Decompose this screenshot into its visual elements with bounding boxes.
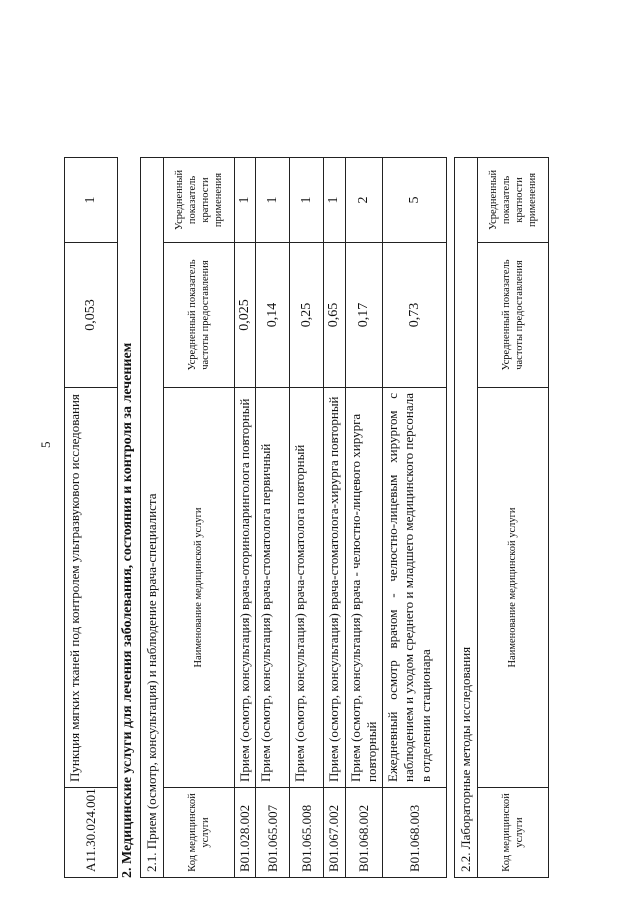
service-code: B01.028.002 (235, 788, 256, 878)
service-code: A11.30.024.001 (65, 788, 118, 878)
service-code: B01.065.008 (290, 788, 324, 878)
service-code: B01.068.003 (383, 788, 447, 878)
service-name: Ежедневный осмотр врачом - челюстно-лицевым хирургом с наблюдением и уходом среднего и младшего медицинского персонала в отделении стационара (383, 388, 447, 788)
frequency-value: 0,25 (290, 243, 324, 388)
frequency-value: 0,73 (383, 243, 447, 388)
table-row (290, 157, 324, 877)
multiplicity-value: 1 (290, 157, 324, 242)
multiplicity-value: 1 (256, 157, 290, 242)
column-header-multiplicity: Усредненный показатель кратности применения (164, 157, 235, 242)
service-name: Прием (осмотр, консультация) врача-оториноларинголога повторный (235, 388, 256, 788)
service-name: Прием (осмотр, консультация) врача-стоматолога повторный (290, 388, 324, 788)
multiplicity-value: 1 (65, 158, 118, 243)
frequency-value: 0,053 (65, 243, 118, 388)
page-number: 5 (38, 441, 53, 448)
multiplicity-value: 2 (345, 157, 383, 242)
table-row (383, 157, 447, 877)
subsection-title-row (141, 157, 164, 877)
multiplicity-value: 1 (324, 157, 345, 242)
multiplicity-value: 1 (235, 157, 256, 242)
column-header-code: Код медицинской услуги (478, 788, 549, 878)
service-name: Прием (осмотр, консультация) врача-стоматолога первичный (256, 388, 290, 788)
frequency-value: 0,14 (256, 243, 290, 388)
table-row (65, 158, 118, 878)
table-row (235, 157, 256, 877)
column-header-frequency: Усредненный показатель частоты предоставления (164, 243, 235, 388)
subsection-title: 2.1. Прием (осмотр, консультация) и наблюдение врача-специалиста (141, 157, 164, 877)
subsection-title-row (455, 157, 478, 877)
frequency-value: 0,65 (324, 243, 345, 388)
column-header-frequency: Усредненный показатель частоты предоставления (478, 243, 549, 388)
table-row (256, 157, 290, 877)
document-sheet (64, 62, 624, 878)
column-header-multiplicity: Усредненный показатель кратности применения (478, 157, 549, 242)
service-name: Прием (осмотр, консультация) врача-стоматолога-хирурга повторный (324, 388, 345, 788)
frequency-value: 0,17 (345, 243, 383, 388)
frequency-value: 0,025 (235, 243, 256, 388)
service-code: B01.067.002 (324, 788, 345, 878)
table-row (345, 157, 383, 877)
column-header-name: Наименование медицинской услуги (478, 388, 549, 788)
service-code: B01.065.007 (256, 788, 290, 878)
consultation-table (140, 157, 447, 878)
multiplicity-value: 5 (383, 157, 447, 242)
column-header-name: Наименование медицинской услуги (164, 388, 235, 788)
service-code: B01.068.002 (345, 788, 383, 878)
service-name: Пункция мягких тканей под контролем ультразвукового исследования (65, 388, 118, 788)
column-header-code: Код медицинской услуги (164, 788, 235, 878)
laboratory-table (454, 157, 549, 878)
table-header-row (478, 157, 549, 877)
table-row (324, 157, 345, 877)
previous-section-table (64, 157, 118, 878)
subsection-title: 2.2. Лабораторные методы исследования (455, 157, 478, 877)
table-header-row (164, 157, 235, 877)
service-name: Прием (осмотр, консультация) врача - челюстно-лицевого хирурга повторный (345, 388, 383, 788)
section-heading: 2. Медицинские услуги для лечения заболевания, состояния и контроля за лечением (120, 342, 135, 878)
